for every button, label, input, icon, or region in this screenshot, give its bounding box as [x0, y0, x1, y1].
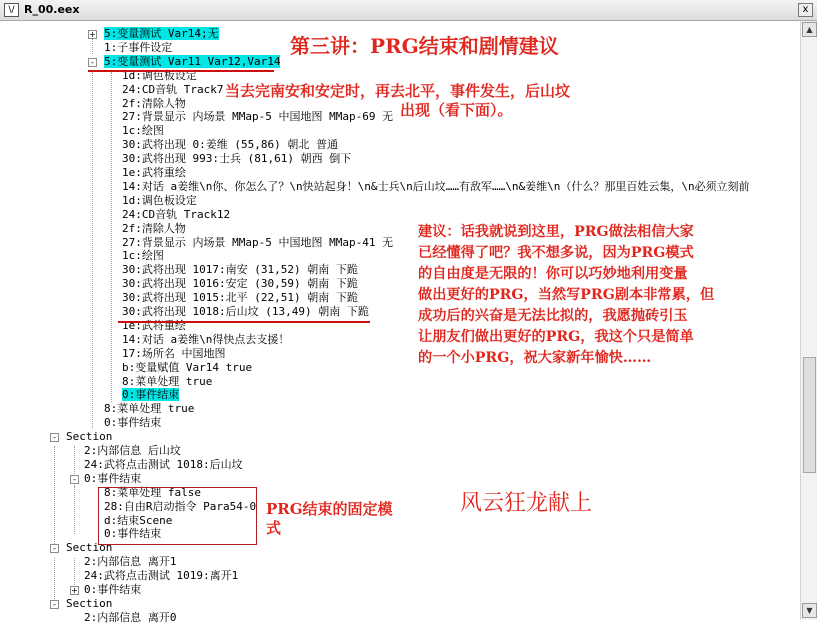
tree-row[interactable] [122, 333, 289, 347]
trigger-note-line2: 出现（看下面）。 [400, 101, 513, 119]
tree-row[interactable] [122, 166, 186, 180]
tree-row-label: 30:武将出现 0:姜维 (55,86) 朝北 普通 [122, 138, 338, 152]
tree-row-label: 1:子事件设定 [104, 40, 173, 54]
tree-row[interactable] [104, 41, 172, 55]
tree-row[interactable] [122, 124, 164, 138]
tree-row-label: 24:CD音轨 Track7 [122, 82, 224, 96]
tree-guide-line [74, 486, 75, 534]
tree-row-label: 24:武将点击测试 1019:离开1 [84, 569, 239, 583]
collapse-icon[interactable]: - [50, 544, 59, 553]
tree-row[interactable] [84, 583, 141, 597]
tree-row[interactable] [122, 138, 338, 152]
tree-row-label: 1c:绘图 [122, 124, 164, 138]
tree-row[interactable] [122, 236, 393, 250]
tree-row[interactable] [122, 83, 223, 97]
tree-row[interactable] [104, 402, 194, 416]
tree-guide-line [54, 446, 55, 546]
tree-row[interactable] [122, 388, 179, 402]
tree-row-label: 2:内部信息 离开0 [84, 610, 177, 624]
tree-row-label: 2:内部信息 后山坟 [84, 444, 181, 457]
tree-row-label: d:结束Scene [104, 513, 173, 527]
tree-row-label: 2f:清除人物 [122, 96, 186, 110]
node-var11-test[interactable] [104, 55, 280, 69]
tree-row[interactable] [122, 249, 164, 263]
tree-row-label: 28:自由R启动指令 Para54-0 [104, 499, 257, 513]
tree-row-label: 14:对话 a姜维\n得快点去支援！ [122, 332, 290, 346]
tree-guide-line [111, 72, 112, 402]
tree-row[interactable] [122, 277, 358, 291]
tree-row[interactable] [122, 263, 358, 277]
tree-row-label: 27:背景显示 内场景 MMap-5 中国地图 MMap-69 无 [122, 110, 394, 124]
advice-line3: 的自由度是无限的！你可以巧妙地利用变量 [418, 266, 688, 282]
tree-row-label: 27:背景显示 内场景 MMap-5 中国地图 MMap-41 无 [122, 235, 394, 249]
advice-line5: 成功后的兴奋是无法比拟的，我愿抛砖引玉 [418, 308, 688, 324]
tree-row[interactable] [122, 305, 369, 319]
tree-row[interactable] [122, 180, 750, 194]
tree-row-label: 0:事件结束 [84, 583, 142, 596]
window-title: R_00.eex [24, 3, 80, 16]
tree-row[interactable] [66, 597, 112, 611]
tree-row-label: 5:变量测试 Var11 Var12,Var14 [104, 54, 281, 68]
tree-guide-line [92, 38, 93, 54]
tree-row[interactable] [122, 208, 230, 222]
tree-row-label: 17:场所名 中国地图 [122, 346, 226, 360]
tree-row-label: 30:武将出现 1017:南安 (31,52) 朝南 下跪 [122, 263, 358, 277]
advice-line6: 让朋友们做出更好的PRG，我这个只是简单 [418, 329, 694, 345]
tree-row-label: 14:对话 a姜维\n你、你怎么了？\n快站起身！\n&士兵\n后山坟……有敌军……\n&姜维\n（什么？那里百姓云集，\n必须立刻前 [122, 179, 750, 193]
fixed-mode-line1: PRG结束的固定模 [266, 500, 393, 518]
tree-row-label: 24:武将点击测试 1018:后山坟 [84, 457, 243, 471]
tree-row[interactable] [84, 555, 177, 569]
tree-row-label: 1e:武将重绘 [122, 318, 186, 332]
advice-line2: 已经懂得了吧？我不想多说，因为PRG模式 [418, 245, 694, 261]
underline-houshanfen [118, 321, 370, 323]
tree-row-label: b:变量赋值 Var14 true [122, 360, 253, 374]
tree-row-label: 2:内部信息 离开1 [84, 555, 177, 569]
tree-row-label: 30:武将出现 1018:后山坟 (13,49) 朝南 下跪 [122, 305, 369, 318]
advice-line4: 做出更好的PRG，当然写PRG剧本非常累，但 [418, 287, 715, 303]
tree-row[interactable] [122, 291, 358, 305]
lecture-title-annotation: 第三讲：PRG结束和剧情建议 [290, 34, 559, 58]
tree-row[interactable] [122, 152, 351, 166]
tree-row[interactable] [84, 458, 243, 472]
collapse-icon[interactable]: - [50, 433, 59, 442]
tree-row-label: Section [66, 596, 113, 610]
tree-row-label: Section [66, 430, 113, 444]
tree-row-label: 0:事件结束 [84, 471, 142, 485]
tree-row[interactable] [122, 361, 252, 375]
close-button[interactable]: x [798, 3, 813, 17]
tree-row[interactable] [104, 416, 161, 430]
tree-row-label: 8:菜单处理 true [104, 402, 195, 416]
tree-row-label: 1e:武将重绘 [122, 166, 186, 179]
expand-icon[interactable]: + [89, 30, 96, 39]
tree-row-label: 0:事件结束 [104, 416, 162, 430]
scroll-down-button[interactable]: ▼ [802, 603, 817, 618]
underline-var11 [88, 70, 274, 72]
tree-row[interactable] [84, 444, 181, 458]
tree-row-label: 30:武将出现 1015:北平 (22,51) 朝南 下跪 [122, 291, 358, 305]
tree-guide-line [54, 558, 55, 603]
tree-row-label: 30:武将出现 993:士兵 (81,61) 朝西 倒下 [122, 152, 352, 166]
tree-row-label: 0:事件结束 [104, 527, 162, 541]
tree-row[interactable] [122, 222, 186, 236]
tree-guide-line [92, 72, 93, 428]
tree-row-label: 1d:调色板设定 [122, 68, 197, 82]
tree-row-label: 24:CD音轨 Track12 [122, 207, 231, 221]
advice-line1: 建议：话我就说到这里，PRG做法相信大家 [418, 224, 694, 240]
tree-row-label: 5:变量测试 Var14;无 [104, 27, 219, 40]
scroll-thumb[interactable] [803, 357, 816, 473]
trigger-note-line1: 当去完南安和安定时，再去北平，事件发生，后山坟 [225, 82, 571, 100]
tree-row[interactable] [122, 194, 197, 208]
tree-row[interactable] [84, 569, 238, 583]
tree-row[interactable] [122, 375, 212, 389]
tree-row-label: 8:菜单处理 false [104, 485, 201, 499]
tree-row[interactable] [66, 430, 112, 444]
tree-row[interactable] [84, 611, 177, 625]
tree-row-label: 30:武将出现 1016:安定 (30,59) 朝南 下跪 [122, 277, 358, 291]
tree-row-label: Section [66, 541, 113, 555]
tree-row[interactable] [122, 347, 226, 361]
tree-row[interactable] [84, 472, 141, 486]
advice-line7: 的一个小PRG，祝大家新年愉快…… [418, 350, 652, 366]
tree-row-label: 1d:调色板设定 [122, 193, 197, 207]
collapse-icon[interactable]: - [50, 600, 59, 609]
fixed-mode-line2: 式 [266, 519, 282, 537]
tree-row-label: 0:事件结束 [122, 388, 180, 402]
tree-row-label: 2f:清除人物 [122, 221, 186, 235]
app-icon: \/ [4, 3, 19, 17]
tree-row-label: 1c:绘图 [122, 249, 164, 263]
tree-row-label: 8:菜单处理 true [122, 374, 213, 388]
expand-icon[interactable]: + [71, 586, 78, 595]
fixed-mode-box [98, 487, 257, 545]
signature-annotation: 风云狂龙献上 [460, 491, 593, 516]
collapse-icon[interactable]: - [88, 58, 97, 67]
collapse-icon[interactable]: - [70, 475, 79, 484]
tree-row[interactable] [122, 97, 186, 111]
tree-row[interactable] [122, 110, 393, 124]
title-bar [0, 0, 817, 21]
scroll-up-button[interactable]: ▲ [802, 22, 817, 37]
node-var14-test[interactable] [104, 27, 219, 41]
vertical-scrollbar[interactable] [800, 21, 817, 620]
